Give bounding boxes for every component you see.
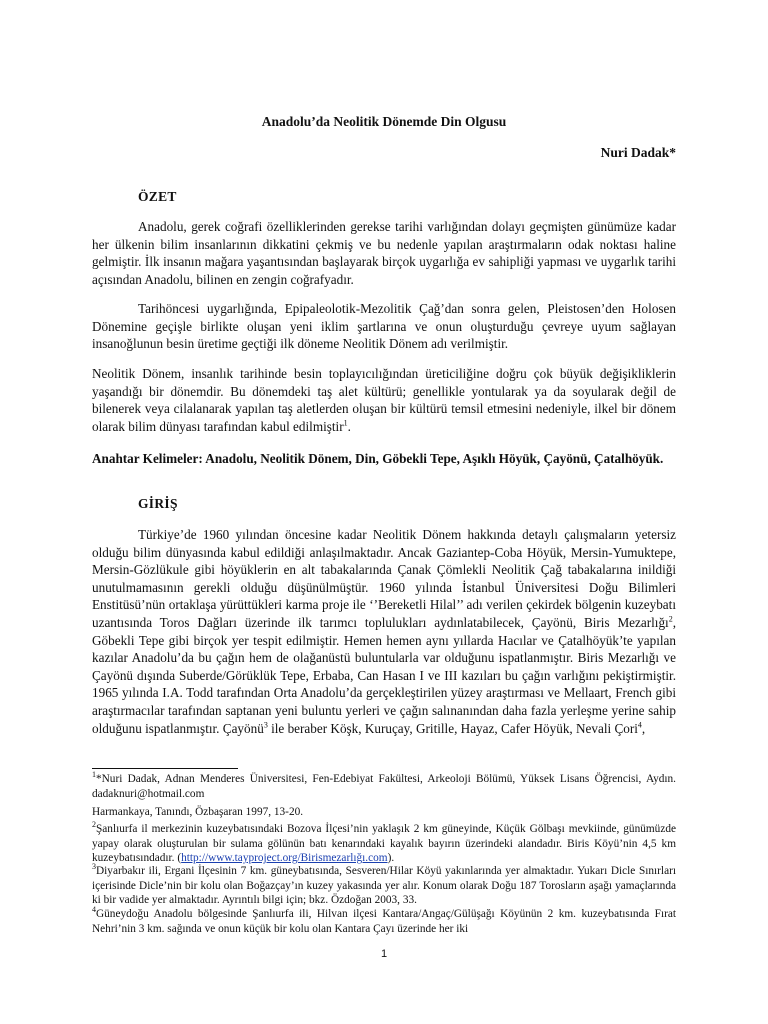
- footnote-ref-3[interactable]: 3: [263, 720, 268, 730]
- footnote-2-link[interactable]: http://www.tayproject.org/Birismezarlığı.com: [181, 852, 388, 865]
- footnote-3: [92, 864, 676, 908]
- footnote-1-text: *Nuri Dadak, Adnan Menderes Üniversitesi, Fen-Edebiyat Fakültesi, Arkeoloji Bölümü, Yüksek Lisans Öğrencisi, Aydın. dadaknuri@hotmail.com: [92, 773, 676, 800]
- page-number: 1: [380, 948, 388, 960]
- intro-text-d: ,: [641, 720, 646, 736]
- footnote-ref-2[interactable]: 2: [668, 614, 673, 624]
- introduction-paragraph: [92, 526, 676, 737]
- author-name: Nuri Dadak*: [600, 145, 676, 160]
- footnote-2-text: Şanlıurfa il merkezinin kuzeybatısındaki Bozova İlçesi’nin yaklaşık 2 km güneyinde, Küçük Gölbaşı mevkiinde, günümüzde yapay olarak oluşturulan bir sulama gölünün batı kenarındaki kayalık bayırın üzerindeki alandadır. Biris Köyü’nin 4,5 km kuzeybatısındadır. (: [92, 823, 676, 865]
- abstract-paragraph-2: Tarihöncesi uygarlığında, Epipaleolotik-Mezolitik Çağ’dan sonra gelen, Pleistosen’den Holosen Dönemine geçişle birlikte oluşan yeni iklim şartlarına ve onun oluşturduğu çevreye uyum sağlayan insanoğlunun besin üretime geçtiği ilk döneme Neolitik Dönem adı verilmiştir.: [92, 301, 676, 352]
- intro-text-c: ile beraber Köşk, Kuruçay, Gritille, Hayaz, Cafer Höyük, Nevali Çori: [267, 720, 638, 736]
- abstract-paragraph-1: Anadolu, gerek coğrafi özelliklerinden gerekse tarihi varlığından dolayı geçmişten günümüze kadar her ülkenin bilim insanlarının dikkatini çekmiş ve bu nedenle yapılan araştırmaların odak noktası haline gelmiştir. İlk insanın mağara yaşantısından başlayarak birçok uygarlığa ev sahipliği yapması ve uygarlık tarihi açısından Anadolu, bilinen en zengin coğrafyadır.: [92, 219, 676, 287]
- footnote-3-mark: 3: [92, 862, 96, 872]
- footnote-1-mark: 1: [92, 770, 96, 780]
- footnote-1: [92, 772, 676, 801]
- footnote-1b: Harmankaya, Tanındı, Özbaşaran 1997, 13-20.: [92, 806, 304, 818]
- keywords: Anahtar Kelimeler: Anadolu, Neolitik Dönem, Din, Göbekli Tepe, Aşıklı Höyük, Çayönü, Çatalhöyük.: [92, 451, 664, 466]
- introduction-heading: GİRİŞ: [138, 496, 178, 511]
- abstract-paragraph-3-end: .: [347, 418, 351, 434]
- abstract-paragraph-3: [92, 365, 676, 435]
- footnote-2: [92, 822, 676, 866]
- footnote-divider: [92, 768, 238, 769]
- footnote-4-mark: 4: [92, 905, 96, 915]
- intro-text-a: Türkiye’de 1960 yılından öncesine kadar Neolitik Dönem hakkında detaylı çalışmaların yetersiz olduğu bilim dünyasında kabul edildiği anlaşılmaktadır. Ancak Gaziantep-Coba Höyük, Mersin-Yumuktepe, Mersin-Gözlükule gibi höyüklerin en alt tabakalarında Çanak Çömlekli Neolitik Çağ tabakalarına inildiği unutulmamasının gerekli olduğu düşünülmüştür. 1960 yılında İstanbul Üniversitesi Doğu Bilimleri Enstitüsü’nün ortaklaşa yürüttükleri karma proje ile ‘’Bereketli Hilal’’ adı verilen çekirdek bölgenin kuzeybatı uzantısında Toros Dağları üzerinde ilk tarımcı toplulukları aydınlatabilecek, Çayönü, Biris Mezarlığı: [92, 527, 676, 630]
- footnote-4: [92, 907, 676, 936]
- footnote-ref-4[interactable]: 4: [637, 720, 642, 730]
- footnote-2-mark: 2: [92, 820, 96, 830]
- footnote-ref-1[interactable]: 1: [343, 418, 348, 428]
- footnote-3-text: Diyarbakır ili, Ergani İlçesinin 7 km. güneybatısında, Sesveren/Hilar Köyü yakınlarında yer almaktadır. Yukarı Dicle Sınırları içerisinde Dicle’nin bir kolu olan Boğazçay’ın kuzey yakasında yer alır. Konum olarak Doğu 187 Torosların aşağı yamaçlarında ki bir vadide yer almaktadır. Ayrıntılı bilgi için; bkz. Özdoğan 2003, 33.: [92, 865, 676, 907]
- abstract-heading: ÖZET: [138, 189, 177, 204]
- abstract-paragraph-3-text: Neolitik Dönem, insanlık tarihinde besin toplayıcılığından üreticiliğine doğru çok büyük değişikliklerin yaşandığı bir dönemdir. Bu dönemdeki taş alet kültürü; genellikle yontularak ya da soyularak değil de bilenerek veya cilalanarak yapılan taş aletlerden oluşan bir kültürü temsil etmesini nedeniyle, ilkel bir dönem olarak bilim dünyası tarafından kabul edilmiştir: [92, 366, 676, 434]
- footnote-4-text: Güneydoğu Anadolu bölgesinde Şanlıurfa ili, Hilvan ilçesi Kantara/Angaç/Gülüşağı Köyünün 2 km. kuzeybatısında Fırat Nehri’nin 3 km. sağında ve onun küçük bir kolu olan Kantara Çayı üzerinde her iki: [92, 908, 676, 935]
- intro-text-b: , Göbekli Tepe gibi birçok yer tespit edilmiştir. Hemen hemen aynı yıllarda Hacılar ve Çatalhöyük’te yapılan kazılar Anadolu’da bu çağın hem de olağanüstü buluntularla var olduğunu ispatlanmıştır. Biris Mezarlığı ve Çayönü dışında Suberde/Görüklük Tepe, Erbaba, Can Hasan I ve III kazıları bu çağın varlığını pekiştirmiştir. 1965 yılında I.A. Todd tarafından Orta Anadolu’da gerçekleştirilen yüzey araştırması ve Mellaart, French gibi araştırmacılar tarafından saptanan yeni buluntu yerleri ve çağın salınanından daha fazla yerleşme yerine sahip olduğunu ispatlanmıştır. Çayönü: [92, 614, 676, 736]
- paper-title: Anadolu’da Neolitik Dönemde Din Olgusu: [261, 114, 507, 129]
- footnote-2-end: ).: [387, 852, 395, 865]
